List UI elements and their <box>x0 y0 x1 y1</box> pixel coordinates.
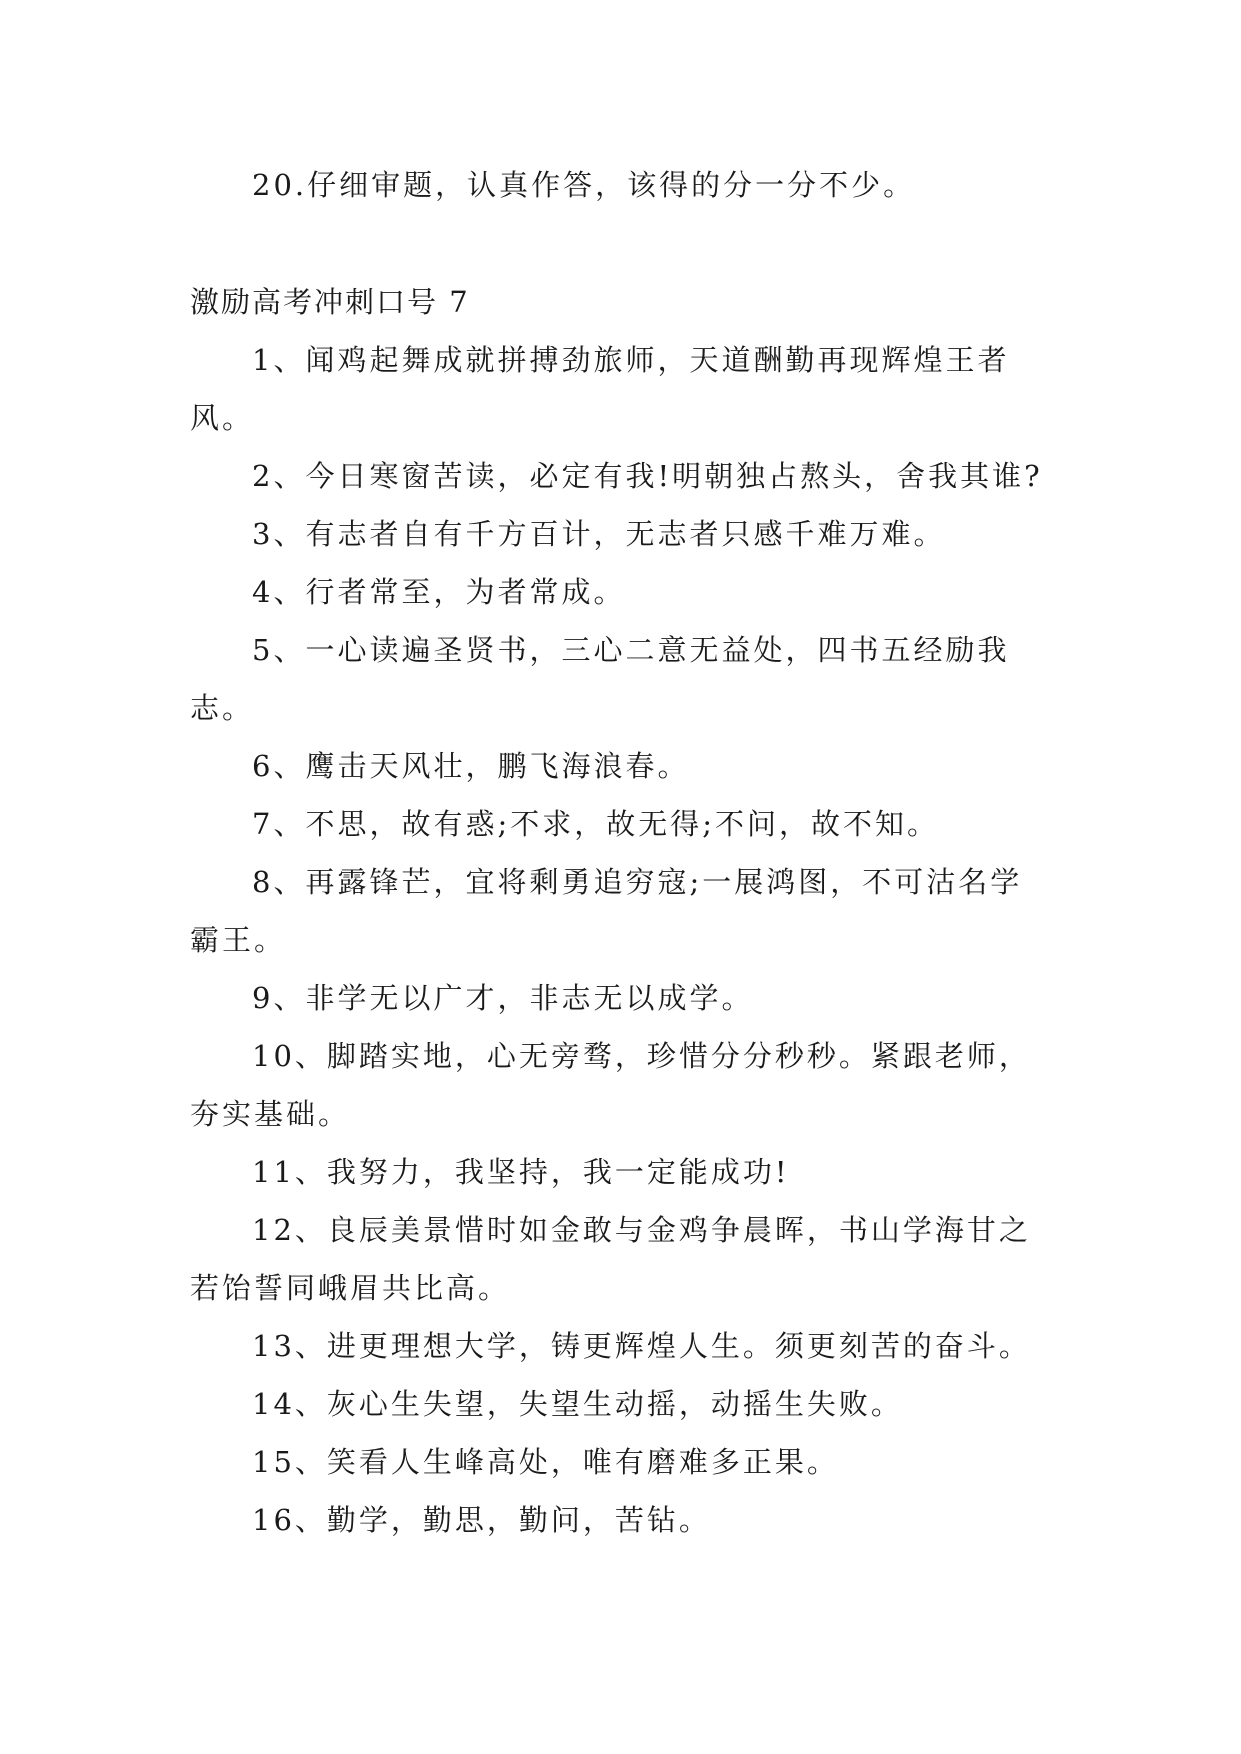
slogan-line-continued: 风。 <box>190 401 255 435</box>
slogan-line: 8、再露锋芒，宜将剩勇追穷寇;一展鸿图，不可沽名学 <box>252 865 1023 899</box>
slogan-line-continued: 志。 <box>190 691 255 725</box>
section-title: 激励高考冲刺口号 7 <box>190 285 470 319</box>
slogan-line: 4、行者常至，为者常成。 <box>252 575 626 609</box>
slogan-line: 7、不思，故有惑;不求，故无得;不问，故不知。 <box>252 807 939 841</box>
slogan-line: 14、灰心生失望，失望生动摇，动摇生失败。 <box>252 1387 903 1421</box>
slogan-line-continued: 夯实基础。 <box>190 1097 351 1131</box>
slogan-line: 15、笑看人生峰高处，唯有磨难多正果。 <box>252 1445 839 1479</box>
slogan-line: 5、一心读遍圣贤书，三心二意无益处，四书五经励我 <box>252 633 1010 667</box>
slogan-line: 6、鹰击天风壮，鹏飞海浪春。 <box>252 749 690 783</box>
slogan-line: 10、脚踏实地，心无旁骛，珍惜分分秒秒。紧跟老师， <box>252 1039 1031 1073</box>
slogan-line: 3、有志者自有千方百计，无志者只感千难万难。 <box>252 517 946 551</box>
slogan-line: 12、良辰美景惜时如金敢与金鸡争晨晖，书山学海甘之 <box>252 1213 1031 1247</box>
slogan-line: 2、今日寒窗苦读，必定有我!明朝独占熬头，舍我其谁? <box>252 459 1043 493</box>
slogan-line: 16、勤学，勤思，勤问，苦钻。 <box>252 1503 711 1537</box>
slogan-line: 9、非学无以广才，非志无以成学。 <box>252 981 754 1015</box>
slogan-line-continued: 霸王。 <box>190 923 287 957</box>
slogan-line: 13、进更理想大学，铸更辉煌人生。须更刻苦的奋斗。 <box>252 1329 1031 1363</box>
slogan-line: 11、我努力，我坚持，我一定能成功! <box>252 1155 790 1189</box>
intro-line: 20.仔细审题，认真作答，该得的分一分不少。 <box>252 168 916 202</box>
slogan-line: 1、闻鸡起舞成就拼搏劲旅师，天道酬勤再现辉煌王者 <box>252 343 1010 377</box>
slogan-line-continued: 若饴誓同峨眉共比高。 <box>190 1271 511 1305</box>
